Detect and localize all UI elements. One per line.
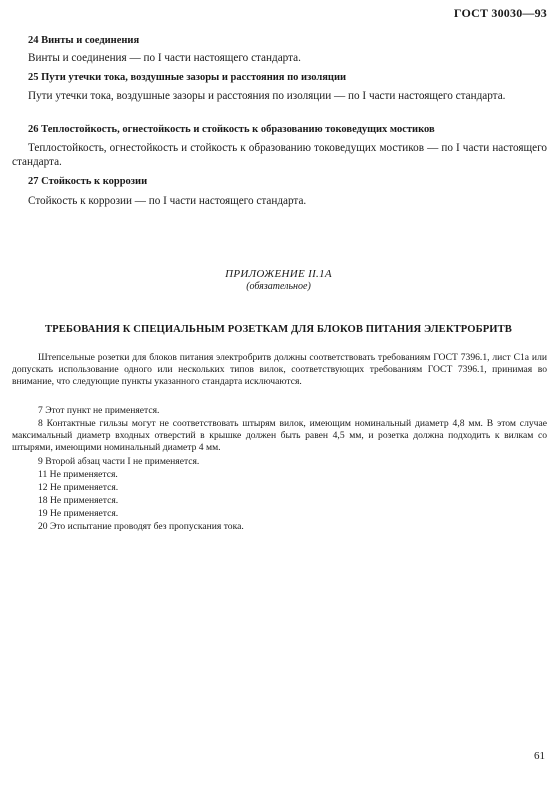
section-26-title: 26 Теплостойкость, огнестойкость и стойкость к образованию токоведущих мостиков	[28, 124, 435, 135]
appendix-title: ПРИЛОЖЕНИЕ II.1А	[225, 268, 332, 280]
appendix-subtitle: (обязательное)	[246, 281, 311, 292]
appendix-intro: Штепсельные розетки для блоков питания электробритв должны соответствовать требованиям ГОСТ 7396.1, лист С1а или допускать использование одного или нескольких типов вилок, соответствующих требованиям ГОСТ 7396.1, принимая во внимание, что следующие пункты указанного стандарта исключаются.	[12, 352, 547, 387]
document-code: ГОСТ 30030—93	[453, 6, 547, 20]
appendix-item-8: 8 Контактные гильзы могут не соответствовать штырям вилок, имеющим номинальный диаметр 4,8 мм. В этом случае максимальный диаметр входных отверстий в крышке должен быть равен 4,5 мм, и розетка должна подходить к вилкам со штырями, имеющими номинальный диаметр 4 мм.	[12, 418, 547, 453]
section-27-text: Стойкость к коррозии — по I части настоящего стандарта.	[28, 195, 307, 207]
appendix-item-20: 20 Это испытание проводят без пропускания тока.	[38, 521, 244, 532]
section-26-text: Теплостойкость, огнестойкость и стойкость к образованию токоведущих мостиков — по I части настоящего стандарта.	[12, 142, 547, 168]
appendix-item-18: 18 Не применяется.	[38, 495, 119, 506]
appendix-heading: ТРЕБОВАНИЯ К СПЕЦИАЛЬНЫМ РОЗЕТКАМ ДЛЯ БЛОКОВ ПИТАНИЯ ЭЛЕКТРОБРИТВ	[45, 324, 512, 335]
section-25-title: 25 Пути утечки тока, воздушные зазоры и расстояния по изоляции	[28, 72, 347, 83]
appendix-item-12: 12 Не применяется.	[38, 482, 119, 493]
section-27-title: 27 Стойкость к коррозии	[28, 176, 148, 187]
section-24-title: 24 Винты и соединения	[28, 35, 140, 46]
appendix-item-9: 9 Второй абзац части I не применяется.	[38, 456, 200, 467]
section-25-text: Пути утечки тока, воздушные зазоры и расстояния по изоляции — по I части настоящего стандарта.	[28, 90, 506, 102]
appendix-item-11: 11 Не применяется.	[38, 469, 118, 480]
page-number: 61	[534, 750, 545, 762]
appendix-item-7: 7 Этот пункт не применяется.	[38, 405, 160, 416]
section-24-text: Винты и соединения — по I части настоящего стандарта.	[28, 52, 301, 64]
appendix-item-19: 19 Не применяется.	[38, 508, 119, 519]
